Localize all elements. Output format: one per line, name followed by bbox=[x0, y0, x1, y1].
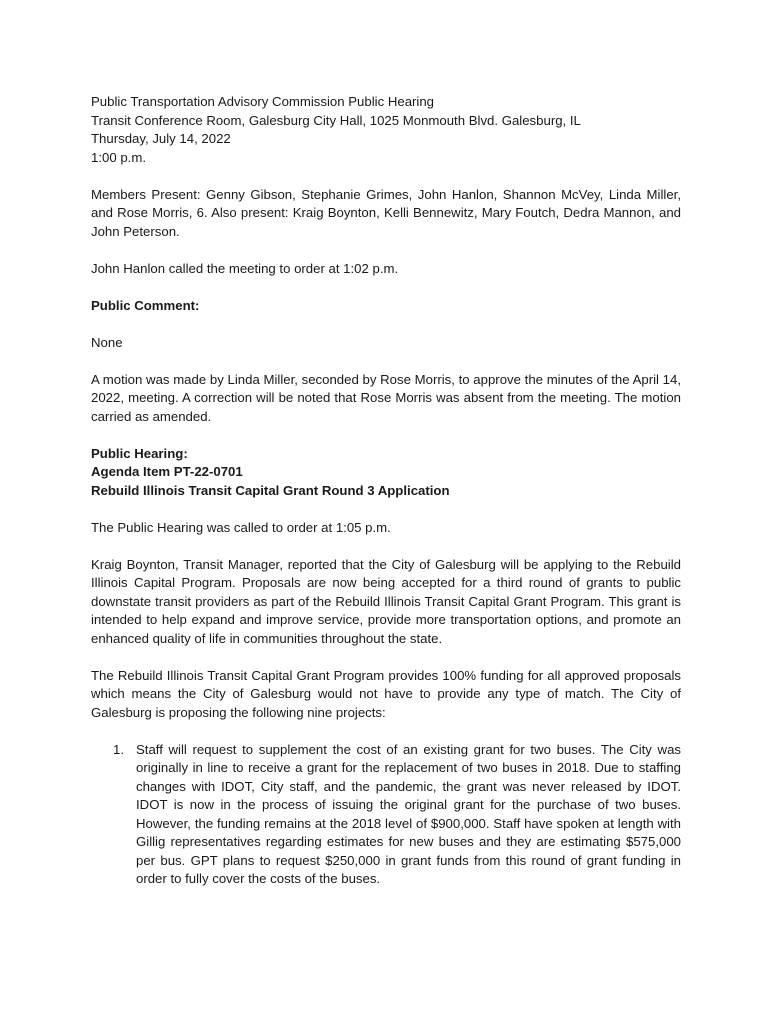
meeting-title: Public Transportation Advisory Commission Public Hearing bbox=[91, 94, 435, 109]
meeting-location: Transit Conference Room, Galesburg City Hall, 1025 Monmouth Blvd. Galesburg, IL bbox=[91, 112, 581, 128]
call-to-order-paragraph: John Hanlon called the meeting to order at 1:02 p.m. bbox=[91, 260, 399, 276]
motion-paragraph: A motion was made by Linda Miller, seconded by Rose Morris, to approve the minutes of the April 14, 2022, meeting. A correction will be noted that Rose Morris was absent from the meeting. The motion carried as amended. bbox=[91, 371, 681, 424]
public-comment-text: None bbox=[91, 334, 123, 350]
public-hearing-heading-block bbox=[91, 445, 681, 501]
members-present-paragraph: Members Present: Genny Gibson, Stephanie Grimes, John Hanlon, Shannon McVey, Linda Miller, and Rose Morris, 6. Also present: Kraig Boynton, Kelli Bennewitz, Mary Foutch, Dedra Mannon, and John Peterson. bbox=[91, 186, 681, 239]
hearing-called-to-order: The Public Hearing was called to order at 1:05 p.m. bbox=[91, 519, 391, 535]
agenda-item-subject: Rebuild Illinois Transit Capital Grant Round 3 Application bbox=[91, 482, 450, 498]
document-page bbox=[91, 93, 681, 889]
meeting-date: Thursday, July 14, 2022 bbox=[91, 131, 231, 146]
public-hearing-heading: Public Hearing: bbox=[91, 445, 188, 461]
agenda-item-label: Agenda Item PT-22-0701 bbox=[91, 464, 243, 479]
projects-list bbox=[91, 741, 681, 889]
meeting-time: 1:00 p.m. bbox=[91, 149, 146, 165]
program-paragraph: The Rebuild Illinois Transit Capital Grant Program provides 100% funding for all approved proposals which means the City of Galesburg would not have to provide any type of match. The City of Galesburg is proposing the following nine projects: bbox=[91, 667, 681, 720]
list-item bbox=[91, 741, 681, 889]
public-comment-heading: Public Comment: bbox=[91, 297, 200, 313]
report-paragraph: Kraig Boynton, Transit Manager, reported that the City of Galesburg will be applying to the Rebuild Illinois Capital Program. Proposals are now being accepted for a third round of grants to public downstate transit providers as part of the Rebuild Illinois Transit Capital Grant Program. This grant is intended to help expand and improve service, provide more transportation options, and promote an enhanced quality of life in communities throughout the state. bbox=[91, 556, 681, 646]
meeting-header bbox=[91, 93, 681, 167]
list-item-number: 1. bbox=[113, 741, 124, 757]
list-item-text: Staff will request to supplement the cost of an existing grant for two buses. The City was originally in line to receive a grant for the replacement of two buses in 2018. Due to staffing changes with IDOT, City staff, and the pandemic, the grant was never released by IDOT. IDOT is now in the process of issuing the original grant for the purchase of two buses. However, the funding remains at the 2018 level of $900,000. Staff have spoken at length with Gillig representatives regarding estimates for new buses and they are estimating $575,000 per bus. GPT plans to request $250,000 in grant funds from this round of grant funding in order to fully cover the costs of the buses. bbox=[136, 741, 681, 886]
